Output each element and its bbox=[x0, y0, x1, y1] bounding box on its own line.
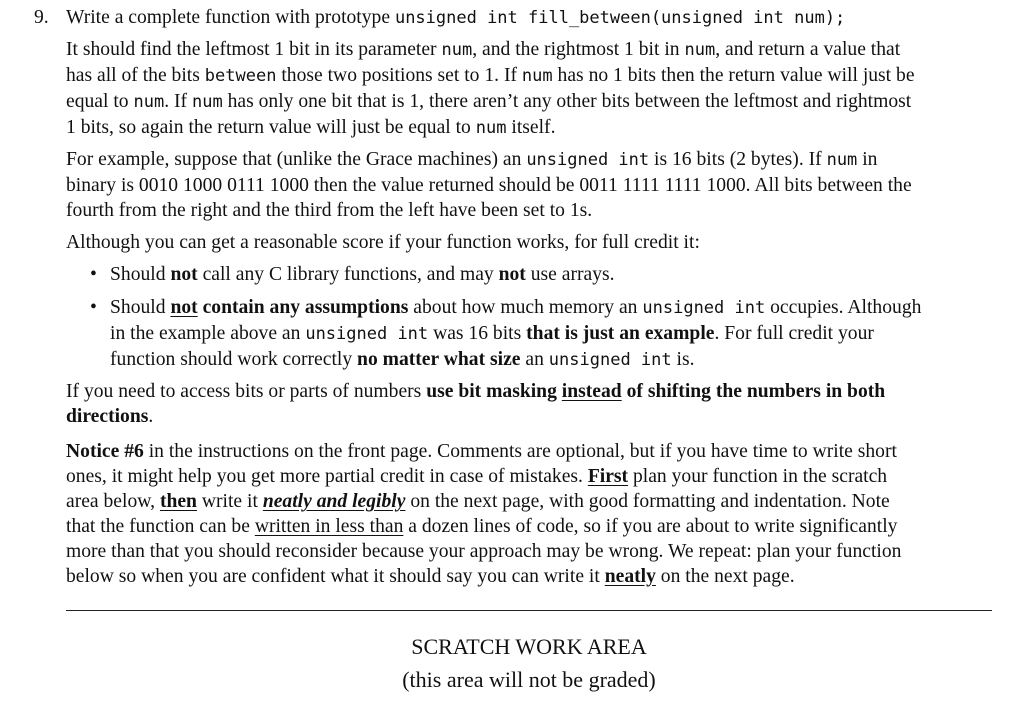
paragraph-bit-masking bbox=[66, 379, 994, 429]
horizontal-rule bbox=[66, 610, 992, 611]
function-prototype: unsigned int fill_between(unsigned int num); bbox=[394, 8, 846, 28]
paragraph-description bbox=[66, 37, 994, 141]
p1-line-1: It should find the leftmost 1 bit in its parameter num, and the rightmost 1 bit in num, and return a value that bbox=[66, 39, 901, 60]
p5-line-2: ones, it might help you get more partial credit in case of mistakes. First plan your function in the scratch bbox=[66, 466, 888, 487]
scratch-subtitle: (this area will not be graded) bbox=[402, 667, 656, 692]
p5-line-5: more than that you should reconsider because your approach may be wrong. We repeat: plan your function bbox=[66, 541, 902, 562]
p1-line-4: 1 bits, so again the return value will just be equal to num itself. bbox=[66, 117, 556, 138]
question-number: 9. bbox=[34, 7, 49, 28]
requirements-list bbox=[66, 262, 994, 381]
question-intro: Write a complete function with prototype bbox=[66, 7, 391, 28]
paragraph-full-credit bbox=[66, 230, 994, 255]
requirement-item: • Should not contain any assumptions about how much memory an unsigned int occupies. Although in the example above an unsigned int was 16 bits that is just an example. For full credit your function should work correctly no matter what size an unsigned int is. bbox=[90, 297, 922, 370]
p5-line-3: area below, then write it neatly and legibly on the next page, with good formatting and indentation. Note bbox=[66, 491, 890, 512]
bullet-icon: • bbox=[90, 297, 97, 318]
p5-line-1: Notice #6 in the instructions on the front page. Comments are optional, but if you have time to write short bbox=[66, 441, 897, 462]
p1-line-2: has all of the bits between those two positions set to 1. If num has no 1 bits then the return value will just be bbox=[66, 65, 915, 86]
p2-line-1: For example, suppose that (unlike the Grace machines) an unsigned int is 16 bits (2 bytes). If num in bbox=[66, 149, 878, 170]
p2-line-2: binary is 0010 1000 0111 1000 then the value returned should be 0011 1111 1111 1000. All bits between the bbox=[66, 175, 912, 196]
question-heading bbox=[34, 5, 1024, 31]
requirement-item: • Should not call any C library functions, and may not use arrays. bbox=[90, 264, 615, 285]
scratch-title: SCRATCH WORK AREA bbox=[411, 634, 647, 659]
bullet-icon: • bbox=[90, 264, 97, 285]
p5-line-6: below so when you are confident what it should say you can write it neatly on the next page. bbox=[66, 566, 795, 587]
paragraph-notice bbox=[66, 439, 994, 589]
p4-line-1: If you need to access bits or parts of numbers use bit masking instead of shifting the numbers in both bbox=[66, 381, 886, 402]
p3-line-1: Although you can get a reasonable score if your function works, for full credit it: bbox=[66, 232, 700, 253]
p1-line-3: equal to num. If num has only one bit that is 1, there aren’t any other bits between the leftmost and rightmost bbox=[66, 91, 912, 112]
scratch-work-area bbox=[0, 630, 1024, 696]
p4-line-2: directions. bbox=[66, 406, 154, 427]
p2-line-3: fourth from the right and the third from the left have been set to 1s. bbox=[66, 200, 593, 221]
paragraph-example bbox=[66, 147, 994, 223]
p5-line-4: that the function can be written in less than a dozen lines of code, so if you are about to write significantly bbox=[66, 516, 898, 537]
